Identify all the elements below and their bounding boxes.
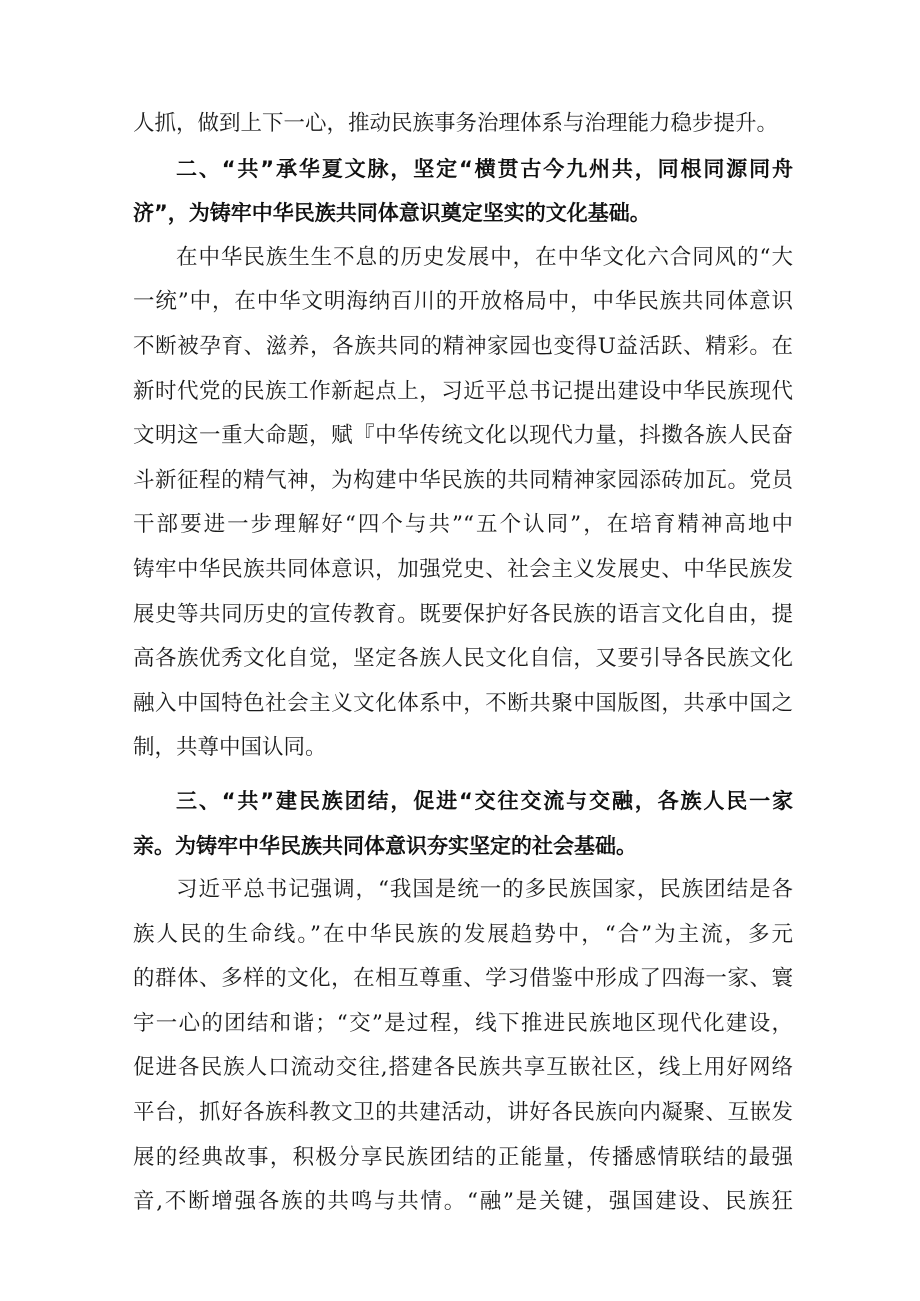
text-line: 展史等共同历史的宣传教育。既要保护好各民族的语言文化自由，提 [133,601,793,627]
text-line: 新时代党的民族工作新起点上，习近平总书记提出建设中华民族现代 [133,378,793,404]
text-line: 高各族优秀文化自觉，坚定各族人民文化自信，又要引导各民族文化 [133,646,793,672]
text-line: 斗新征程的精气神，为构建中华民族的共同精神家园添砖加瓦。党员 [133,467,793,493]
text-line: 融入中国特色社会主义文化体系中，不断共聚中国版图，共承中国之 [133,690,793,716]
text-line: 在中华民族生生不息的历史发展中，在中华文化六合同风的“大 [176,244,793,270]
document-body [133,102,793,1225]
text-line: 宇一心的团结和谐；“交”是过程，线下推进民族地区现代化建设， [133,1010,793,1036]
text-line: 不断被孕育、滋养，各族共同的精神家园也变得U益活跃、精彩。在 [133,333,793,359]
text-line: 铸牢中华民族共同体意识，加强党史、社会主义发展史、中华民族发 [133,556,793,582]
paragraph-gap [133,771,793,779]
paragraph-unity [133,868,793,1225]
text-line: 展的经典故事，积极分享民族团结的正能量，传播感情联结的最强 [133,1144,793,1170]
text-line: 族人民的生命线。”在中华民族的发展趋势中，“合”为主流，多元 [133,921,793,947]
text-line: 习近平总书记强调，“我国是统一的多民族国家，民族团结是各 [176,877,793,903]
heading-line: 济”，为铸牢中华民族共同体意识奠定坚实的文化基础。 [133,201,651,226]
paragraph-culture [133,236,793,771]
text-line: 干部要进一步理解好“四个与共”“五个认同”，在培育精神高地中 [133,512,793,538]
text-line: 一统”中，在中华文明海纳百川的开放格局中，中华民族共同体意识 [133,289,793,315]
heading-line: 二、“共”承华夏文脉，坚定“横贯古今九州共，同根同源同舟 [176,156,793,181]
section-heading-three [133,779,793,868]
text-line: 人抓，做到上下一心，推动民族事务治理体系与治理能力稳步提升。 [133,111,779,136]
text-line: 音,不断增强各族的共鸣与共情。“融”是关键，强国建设、民族狂 [133,1189,793,1215]
text-line: 的群体、多样的文化，在相互尊重、学习借鉴中形成了四海一家、寰 [133,966,793,992]
text-line: 文明这一重大命题，赋『中华传统文化以现代力量，抖擞各族人民奋 [133,423,793,449]
section-heading-two [133,147,793,236]
paragraph-continuation [133,102,793,147]
text-line: 促进各民族人口流动交往,搭建各民族共享互嵌社区，线上用好网络 [133,1055,793,1081]
text-line: 制，共尊中国认同。 [133,735,327,761]
text-line: 平台，抓好各族科教文卫的共建活动，讲好各民族向内凝聚、互嵌发 [133,1100,793,1126]
heading-line: 三、“共”建民族团结，促进“交往交流与交融，各族人民一家 [176,788,793,813]
heading-line: 亲。为铸牢中华民族共同体意识夯实坚定的社会基础。 [133,833,637,858]
